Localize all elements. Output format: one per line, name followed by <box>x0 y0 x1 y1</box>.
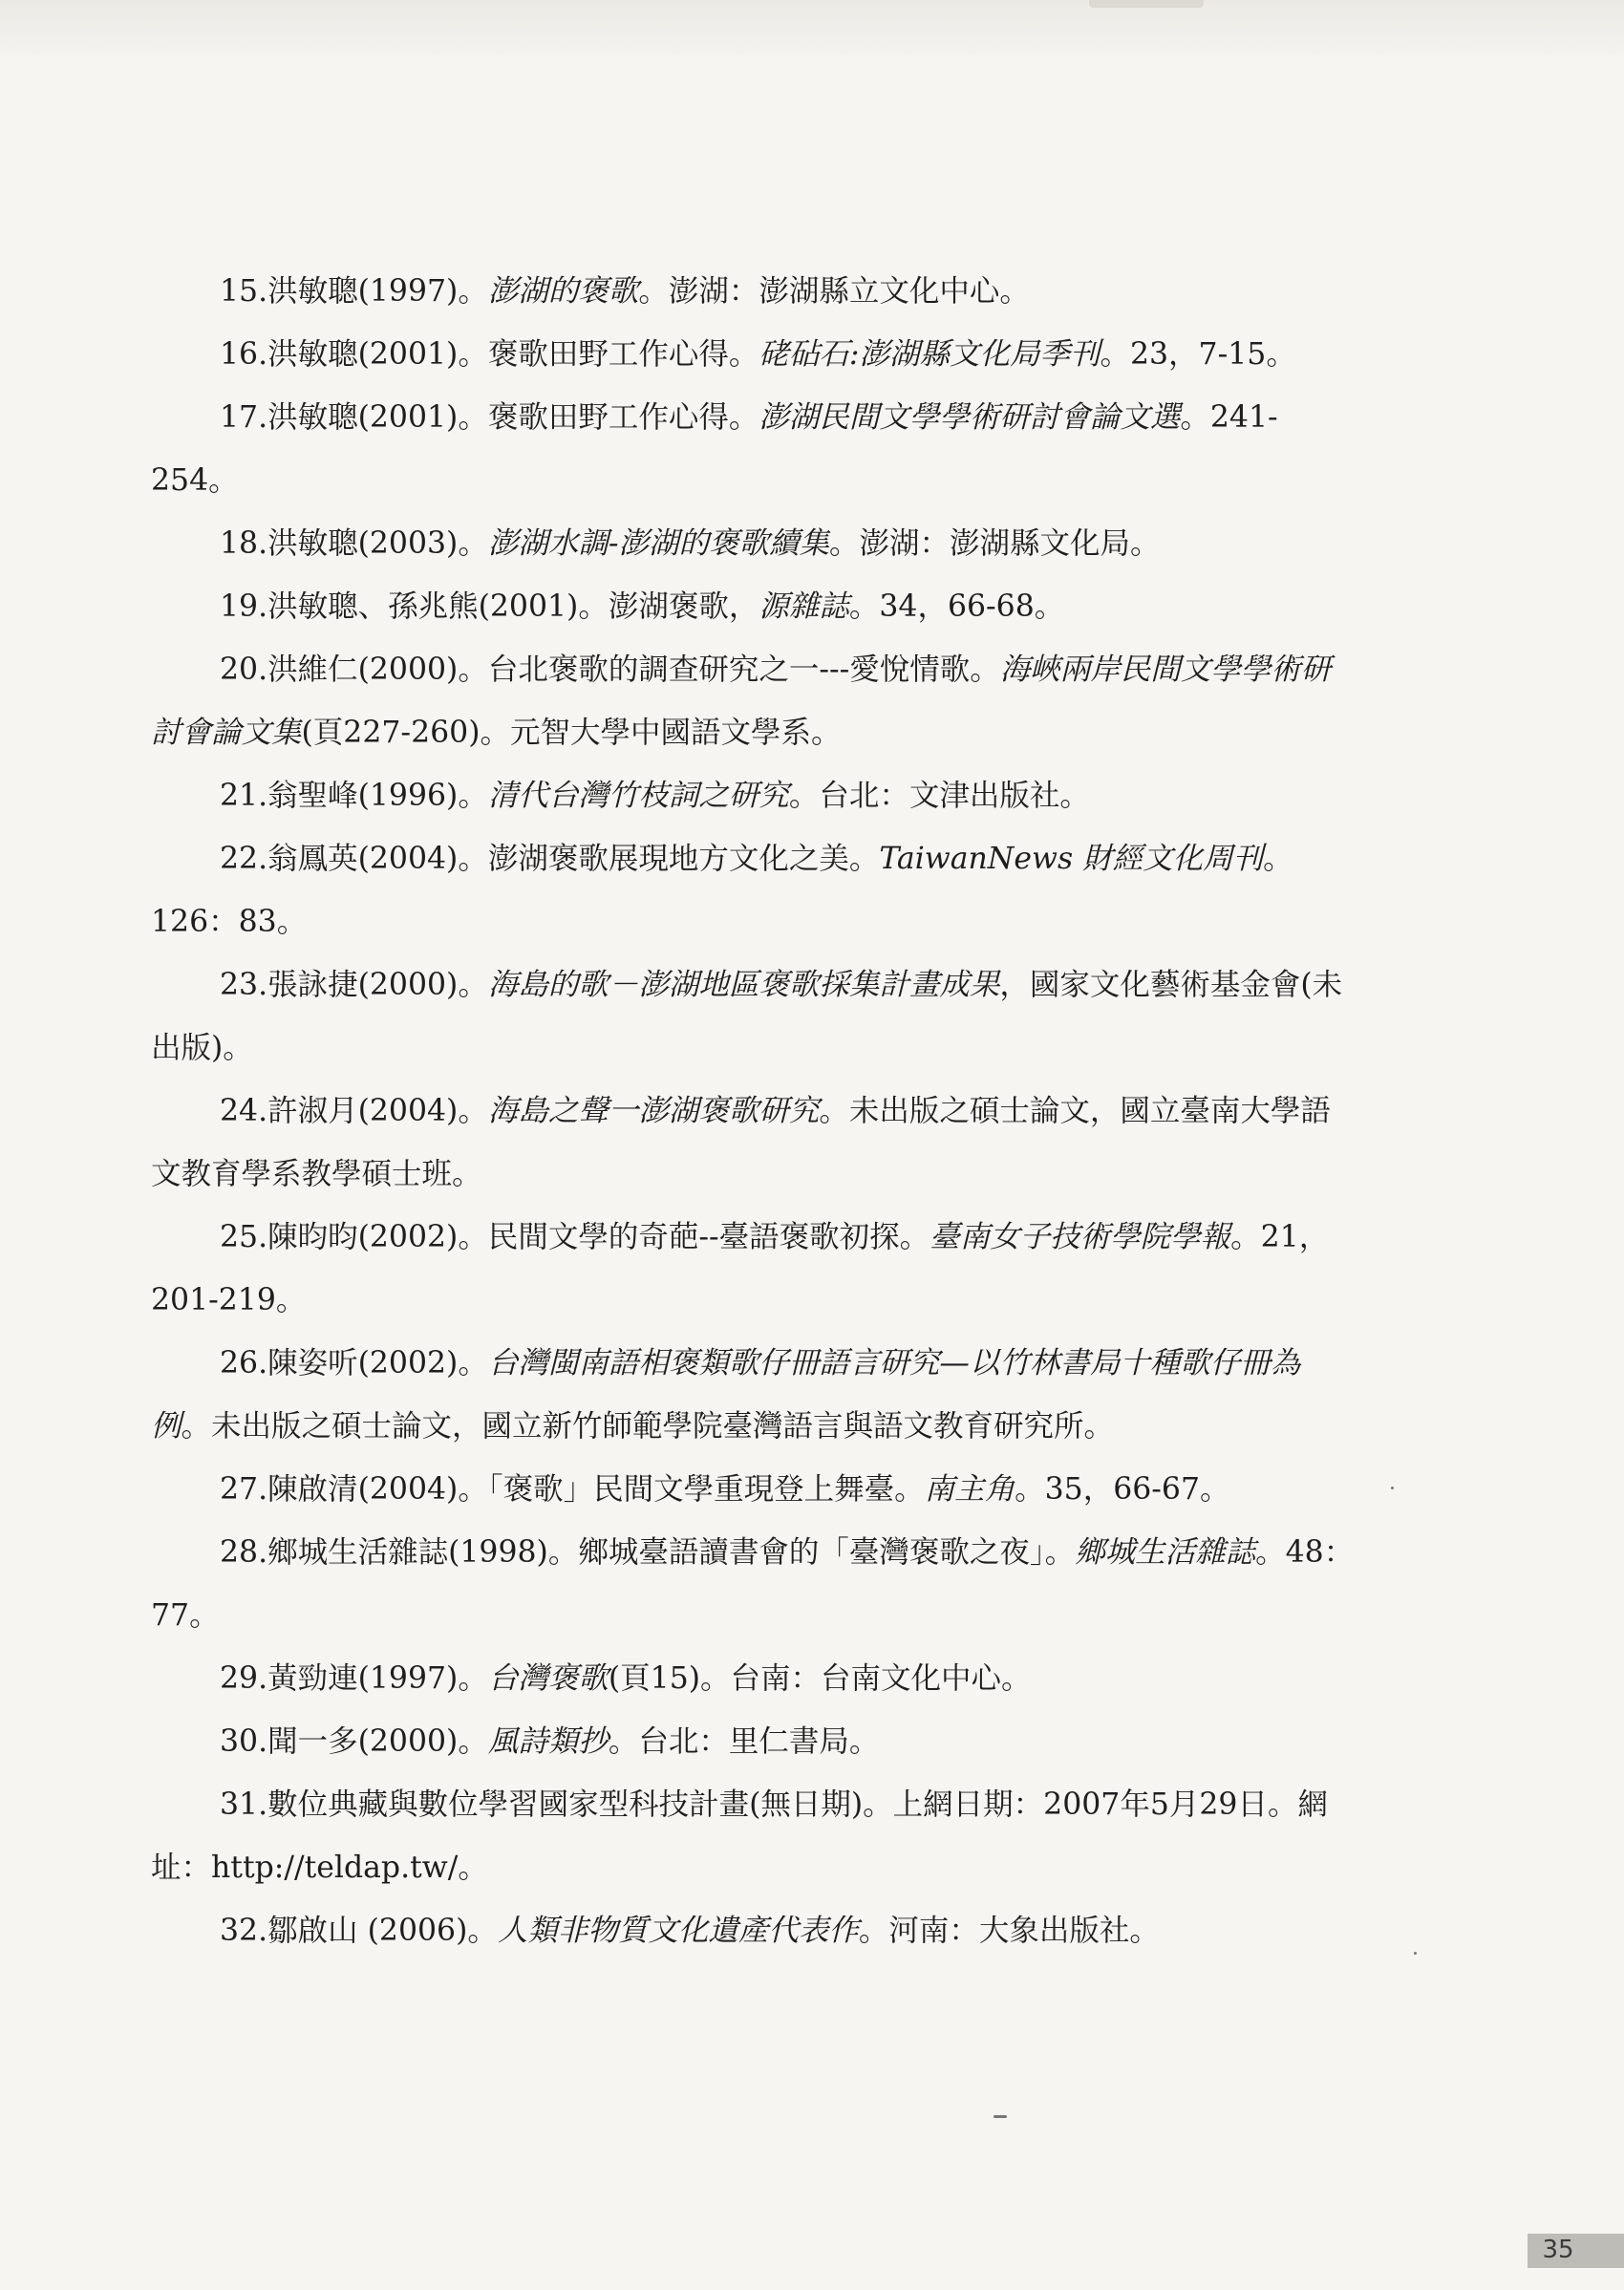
reference-title: 澎湖的褒歌 <box>487 274 639 309</box>
reference-entry <box>151 323 1358 386</box>
reference-entry <box>151 1080 1358 1206</box>
reference-entry <box>151 1899 1358 1962</box>
reference-title: 清代台灣竹枝詞之研究 <box>487 779 789 813</box>
reference-text: 27.陳啟清(2004)。「褒歌」民間文學重現登上舞臺。 <box>220 1472 925 1507</box>
reference-text: 。台北：文津出版社。 <box>788 779 1090 813</box>
reference-title: TaiwanNews 財經文化周刊 <box>879 842 1264 876</box>
reference-entry <box>151 1332 1358 1458</box>
reference-entry <box>151 1647 1358 1710</box>
reference-text: 。241-254。 <box>151 400 1278 498</box>
reference-text: 。126：83。 <box>151 842 1293 939</box>
reference-list <box>151 260 1358 1962</box>
reference-title: 鄉城生活雜誌 <box>1075 1535 1256 1570</box>
reference-text: 16.洪敏聰(2001)。褒歌田野工作心得。 <box>220 337 759 372</box>
reference-text: 。48：77。 <box>151 1535 1355 1633</box>
reference-text: (頁227-260)。元智大學中國語文學系。 <box>301 716 842 750</box>
reference-entry <box>151 1710 1358 1773</box>
reference-text: 25.陳昀昀(2002)。民間文學的奇葩--臺語褒歌初探。 <box>220 1220 930 1254</box>
reference-title: 風詩類抄 <box>487 1724 609 1759</box>
reference-text: 。未出版之碩士論文，國立新竹師範學院臺灣語言與語文教育研究所。 <box>181 1409 1115 1444</box>
scan-speck <box>994 2115 1007 2118</box>
reference-title: 源雜誌 <box>759 589 849 624</box>
reference-entry <box>151 827 1358 953</box>
reference-entry <box>151 638 1358 764</box>
reference-text: 21.翁聖峰(1996)。 <box>220 779 488 813</box>
reference-text: 19.洪敏聰、孫兆熊(2001)。澎湖褒歌， <box>220 589 759 624</box>
reference-entry <box>151 1206 1358 1332</box>
reference-title: 南主角 <box>924 1472 1015 1507</box>
reference-entry <box>151 1521 1358 1647</box>
scan-speck <box>1391 1487 1394 1489</box>
page-number-tab <box>1528 2234 1624 2268</box>
reference-entry <box>151 1458 1358 1521</box>
reference-text: 。34，66-68。 <box>848 589 1065 624</box>
page-number: 35 <box>1542 2236 1574 2264</box>
reference-title: 澎湖水調-澎湖的褒歌續集 <box>487 526 829 561</box>
reference-entry <box>151 260 1358 323</box>
reference-text: 。35，66-67。 <box>1015 1472 1230 1507</box>
reference-entry <box>151 953 1358 1080</box>
reference-entry <box>151 1773 1358 1899</box>
reference-text: 28.鄉城生活雜誌(1998)。鄉城臺語讀書會的「臺灣褒歌之夜」。 <box>220 1535 1076 1570</box>
reference-text: (頁15)。台南：台南文化中心。 <box>608 1661 1032 1696</box>
reference-title: 臺南女子技術學院學報 <box>930 1220 1231 1254</box>
reference-text: ，國家文化藝術基金會(未出版)。 <box>151 968 1343 1065</box>
reference-title: 海島之聲一澎湖褒歌研究 <box>487 1094 820 1128</box>
scan-speck <box>1414 1952 1417 1955</box>
reference-title: 台灣閩南語相褒類歌仔冊語言研究—以竹林書局十種歌仔冊為例 <box>151 1346 1301 1444</box>
reference-text: 23.張詠捷(2000)。 <box>220 968 488 1002</box>
reference-title: 人類非物質文化遺產代表作 <box>497 1914 859 1948</box>
reference-text: 。21，201-219。 <box>151 1220 1330 1317</box>
reference-text: 22.翁鳳英(2004)。澎湖褒歌展現地方文化之美。 <box>220 842 880 876</box>
reference-text: 15.洪敏聰(1997)。 <box>220 274 488 309</box>
reference-title: 硓砧石:澎湖縣文化局季刊 <box>759 337 1100 372</box>
reference-text: 26.陳姿听(2002)。 <box>220 1346 488 1380</box>
reference-text: 32.鄒啟山 (2006)。 <box>220 1914 498 1948</box>
reference-text: 。未出版之碩士論文，國立臺南大學語文教育學系教學碩士班。 <box>151 1094 1331 1191</box>
scan-top-mark <box>1089 0 1204 8</box>
reference-title: 台灣褒歌 <box>487 1661 609 1696</box>
reference-title: 海峽兩岸民間文學學術研討會論文集 <box>151 653 1332 750</box>
reference-entry <box>151 764 1358 827</box>
reference-title: 澎湖民間文學學術研討會論文選 <box>759 400 1181 435</box>
reference-text: 20.洪維仁(2000)。台北褒歌的調查研究之一---愛悅情歌。 <box>220 653 1000 687</box>
reference-text: 30.聞一多(2000)。 <box>220 1724 488 1759</box>
scan-top-band <box>0 0 1624 55</box>
reference-text: 。23，7-15。 <box>1100 337 1296 372</box>
reference-text: 18.洪敏聰(2003)。 <box>220 526 488 561</box>
reference-text: 24.許淑月(2004)。 <box>220 1094 488 1128</box>
reference-text: 31.數位典藏與數位學習國家型科技計畫(無日期)。上網日期：2007年5月29日。網址：http://teldap.tw/。 <box>151 1787 1328 1885</box>
reference-text: 。澎湖：澎湖縣立文化中心。 <box>638 274 1030 309</box>
reference-text: 。澎湖：澎湖縣文化局。 <box>829 526 1161 561</box>
reference-entry <box>151 386 1358 512</box>
reference-entry <box>151 575 1358 638</box>
reference-text: 。台北：里仁書局。 <box>608 1724 880 1759</box>
reference-text: 17.洪敏聰(2001)。褒歌田野工作心得。 <box>220 400 759 435</box>
reference-text: 。河南：大象出版社。 <box>858 1914 1160 1948</box>
reference-title: 海島的歌－澎湖地區褒歌採集計畫成果 <box>487 968 1000 1002</box>
reference-text: 29.黃勁連(1997)。 <box>220 1661 488 1696</box>
reference-entry <box>151 512 1358 575</box>
